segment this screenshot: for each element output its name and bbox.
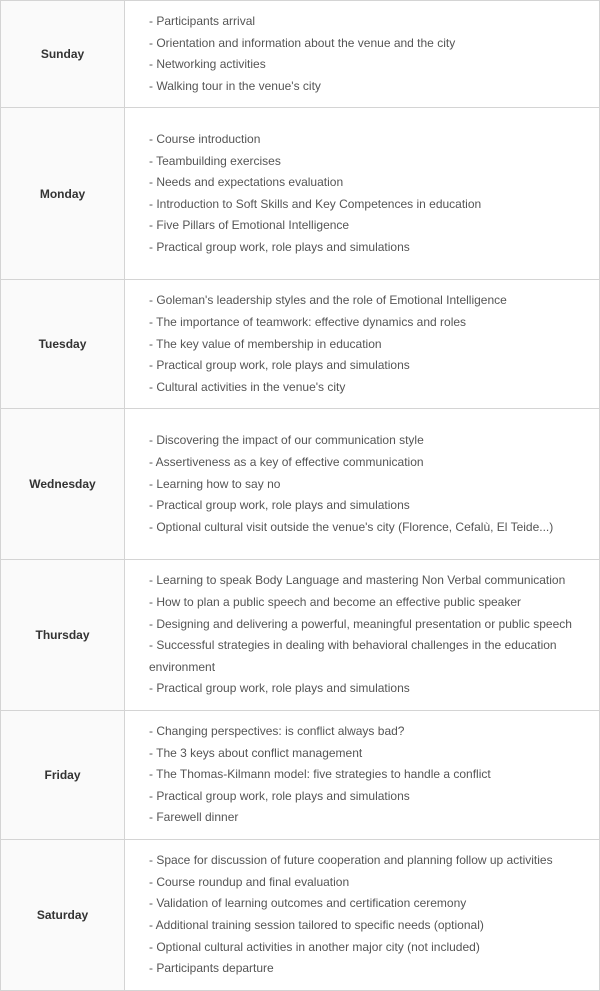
schedule-item: - Goleman's leadership styles and the role of Emotional Intelligence	[149, 293, 507, 308]
schedule-item: - Needs and expectations evaluation	[149, 175, 344, 190]
day-label: Sunday	[1, 1, 125, 108]
day-items	[125, 560, 600, 711]
schedule-item: - How to plan a public speech and become an effective public speaker	[149, 594, 522, 609]
schedule-item: - Practical group work, role plays and simulations	[149, 681, 410, 696]
day-items	[125, 108, 600, 280]
day-items	[125, 409, 600, 560]
schedule-row-sunday	[1, 1, 600, 108]
day-label: Tuesday	[1, 280, 125, 409]
schedule-item: - Course roundup and final evaluation	[149, 874, 350, 889]
schedule-item: - Teambuilding exercises	[149, 153, 281, 168]
schedule-item: - Practical group work, role plays and simulations	[149, 498, 410, 513]
day-label: Wednesday	[1, 409, 125, 560]
schedule-item: - Learning to speak Body Language and mastering Non Verbal communication	[149, 573, 566, 588]
schedule-item: - Designing and delivering a powerful, meaningful presentation or public speech	[149, 616, 572, 631]
schedule-item: - Course introduction	[149, 132, 261, 147]
schedule-item: - Learning how to say no	[149, 476, 281, 491]
schedule-item: - Practical group work, role plays and simulations	[149, 358, 410, 373]
schedule-item: - Discovering the impact of our communication style	[149, 433, 424, 448]
day-label: Saturday	[1, 839, 125, 990]
schedule-item: - Participants departure	[149, 961, 274, 976]
day-items	[125, 1, 600, 108]
schedule-item: - Changing perspectives: is conflict always bad?	[149, 723, 405, 738]
schedule-item: - Assertiveness as a key of effective communication	[149, 454, 424, 469]
schedule-item: - Successful strategies in dealing with behavioral challenges in the education environment	[149, 638, 557, 674]
day-items	[125, 839, 600, 990]
day-items	[125, 710, 600, 839]
schedule-item: - Cultural activities in the venue's city	[149, 379, 346, 394]
schedule-item: - Orientation and information about the venue and the city	[149, 35, 456, 50]
schedule-item: - Practical group work, role plays and simulations	[149, 240, 410, 255]
schedule-item: - The Thomas-Kilmann model: five strategies to handle a conflict	[149, 767, 491, 782]
schedule-row-monday	[1, 108, 600, 280]
schedule-item: - Optional cultural visit outside the venue's city (Florence, Cefalù, El Teide...)	[149, 519, 554, 534]
schedule-item: - Introduction to Soft Skills and Key Competences in education	[149, 196, 482, 211]
schedule-row-tuesday	[1, 280, 600, 409]
schedule-item: - Walking tour in the venue's city	[149, 78, 321, 93]
schedule-item: - Additional training session tailored to specific needs (optional)	[149, 917, 484, 932]
schedule-item: - The 3 keys about conflict management	[149, 745, 363, 760]
day-items	[125, 280, 600, 409]
day-label: Friday	[1, 710, 125, 839]
schedule-item: - The key value of membership in education	[149, 336, 382, 351]
schedule-row-thursday	[1, 560, 600, 711]
schedule-row-wednesday	[1, 409, 600, 560]
schedule-item: - Networking activities	[149, 57, 266, 72]
schedule-item: - The importance of teamwork: effective dynamics and roles	[149, 314, 467, 329]
schedule-row-saturday	[1, 839, 600, 990]
schedule-item: - Validation of learning outcomes and certification ceremony	[149, 896, 467, 911]
schedule-item: - Space for discussion of future cooperation and planning follow up activities	[149, 853, 553, 868]
schedule-item: - Optional cultural activities in another major city (not included)	[149, 939, 480, 954]
schedule-row-friday	[1, 710, 600, 839]
schedule-item: - Practical group work, role plays and simulations	[149, 788, 410, 803]
day-label: Monday	[1, 108, 125, 280]
schedule-item: - Five Pillars of Emotional Intelligence	[149, 218, 350, 233]
day-label: Thursday	[1, 560, 125, 711]
schedule-item: - Participants arrival	[149, 14, 256, 28]
schedule-item: - Farewell dinner	[149, 810, 239, 825]
